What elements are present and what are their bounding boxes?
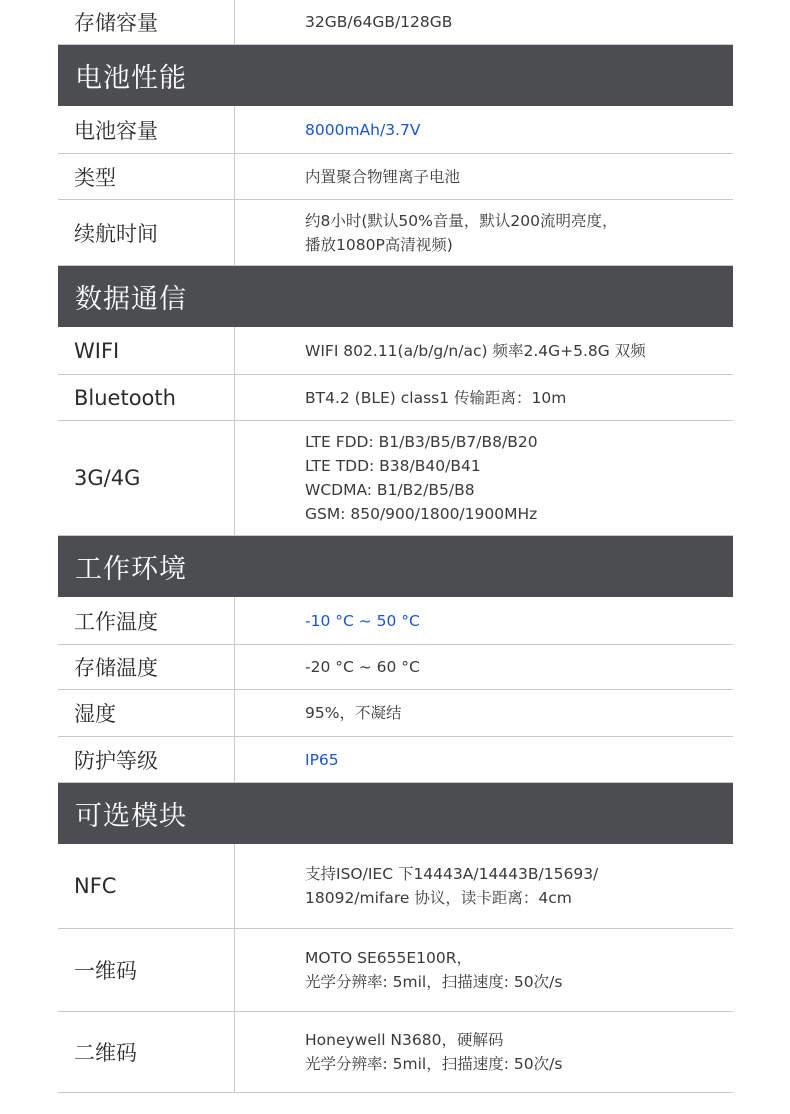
spec-row-battery-life: [58, 200, 733, 266]
section-header-modules: [58, 783, 733, 844]
spec-value-line: BT4.2 (BLE) class1 传输距离：10m: [305, 388, 567, 407]
spec-row-battery-capacity: [58, 106, 733, 154]
spec-value-line: 32GB/64GB/128GB: [305, 13, 453, 31]
spec-value: [235, 421, 733, 535]
spec-label: WIFI: [58, 327, 235, 374]
spec-row-storage: [58, 0, 733, 45]
spec-value: [235, 106, 733, 153]
spec-value: [235, 375, 733, 420]
spec-value-line: 光学分辨率: 5mil，扫描速度: 50次/s: [305, 973, 563, 991]
spec-value: [235, 327, 733, 374]
spec-value: [235, 690, 733, 736]
spec-row-battery-type: [58, 154, 733, 200]
spec-label: 一维码: [58, 929, 235, 1011]
spec-value-line: WCDMA: B1/B2/B5/B8: [305, 481, 475, 499]
spec-table: [58, 0, 733, 1093]
spec-value-line: 18092/mifare 协议，读卡距离：4cm: [305, 889, 572, 907]
spec-value-line: 约8小时(默认50%音量，默认200流明亮度，: [305, 211, 618, 230]
spec-value: [235, 844, 733, 928]
spec-label: 湿度: [58, 690, 235, 736]
spec-value: [235, 737, 733, 782]
spec-row-nfc: [58, 844, 733, 929]
spec-label: 3G/4G: [58, 421, 235, 535]
spec-value-line: GSM: 850/900/1800/1900MHz: [305, 505, 538, 523]
spec-label: NFC: [58, 844, 235, 928]
spec-value: [235, 0, 733, 44]
spec-value-line: 内置聚合物锂离子电池: [305, 167, 461, 186]
spec-label: 工作温度: [58, 597, 235, 644]
spec-label: Bluetooth: [58, 375, 235, 420]
spec-label: 二维码: [58, 1012, 235, 1092]
spec-value: [235, 154, 733, 199]
spec-value-line: 播放1080P高清视频): [305, 235, 453, 254]
section-title: 电池性能: [75, 63, 187, 94]
section-header-environment: [58, 536, 733, 597]
spec-value-line: 光学分辨率: 5mil，扫描速度: 50次/s: [305, 1055, 563, 1073]
spec-label: 防护等级: [58, 737, 235, 782]
spec-value-line: WIFI 802.11(a/b/g/n/ac) 频率2.4G+5.8G 双频: [305, 341, 646, 360]
spec-row-wifi: [58, 327, 733, 375]
section-title: 数据通信: [75, 284, 187, 315]
spec-row-barcode-1d: [58, 929, 733, 1012]
spec-value: [235, 597, 733, 644]
section-header-battery: [58, 45, 733, 106]
spec-label: 续航时间: [58, 200, 235, 265]
spec-value-line: -20 °C ~ 60 °C: [305, 658, 420, 676]
spec-value-line: Honeywell N3680，硬解码: [305, 1031, 504, 1049]
spec-value-line: IP65: [305, 750, 339, 769]
spec-label: 电池容量: [58, 106, 235, 153]
spec-value-line: 95%，不凝结: [305, 704, 402, 722]
spec-value: [235, 1012, 733, 1092]
section-title: 可选模块: [75, 801, 187, 832]
spec-row-storage-temp: [58, 645, 733, 690]
spec-label: 存储温度: [58, 645, 235, 689]
spec-value: [235, 929, 733, 1011]
spec-value: [235, 200, 733, 265]
spec-value-line: LTE FDD: B1/B3/B5/B7/B8/B20: [305, 433, 538, 451]
spec-value-line: 8000mAh/3.7V: [305, 120, 421, 139]
spec-row-network: [58, 421, 733, 536]
spec-value-line: 支持ISO/IEC 下14443A/14443B/15693/: [305, 865, 599, 883]
spec-row-bluetooth: [58, 375, 733, 421]
section-header-comms: [58, 266, 733, 327]
spec-value-line: -10 °C ~ 50 °C: [305, 611, 420, 630]
spec-value: [235, 645, 733, 689]
spec-label: 存储容量: [58, 0, 235, 44]
spec-label: 类型: [58, 154, 235, 199]
spec-row-protection: [58, 737, 733, 783]
section-title: 工作环境: [75, 554, 187, 585]
spec-value-line: MOTO SE655E100R，: [305, 949, 473, 967]
spec-value-line: LTE TDD: B38/B40/B41: [305, 457, 481, 475]
spec-row-barcode-2d: [58, 1012, 733, 1093]
spec-row-work-temp: [58, 597, 733, 645]
spec-row-humidity: [58, 690, 733, 737]
